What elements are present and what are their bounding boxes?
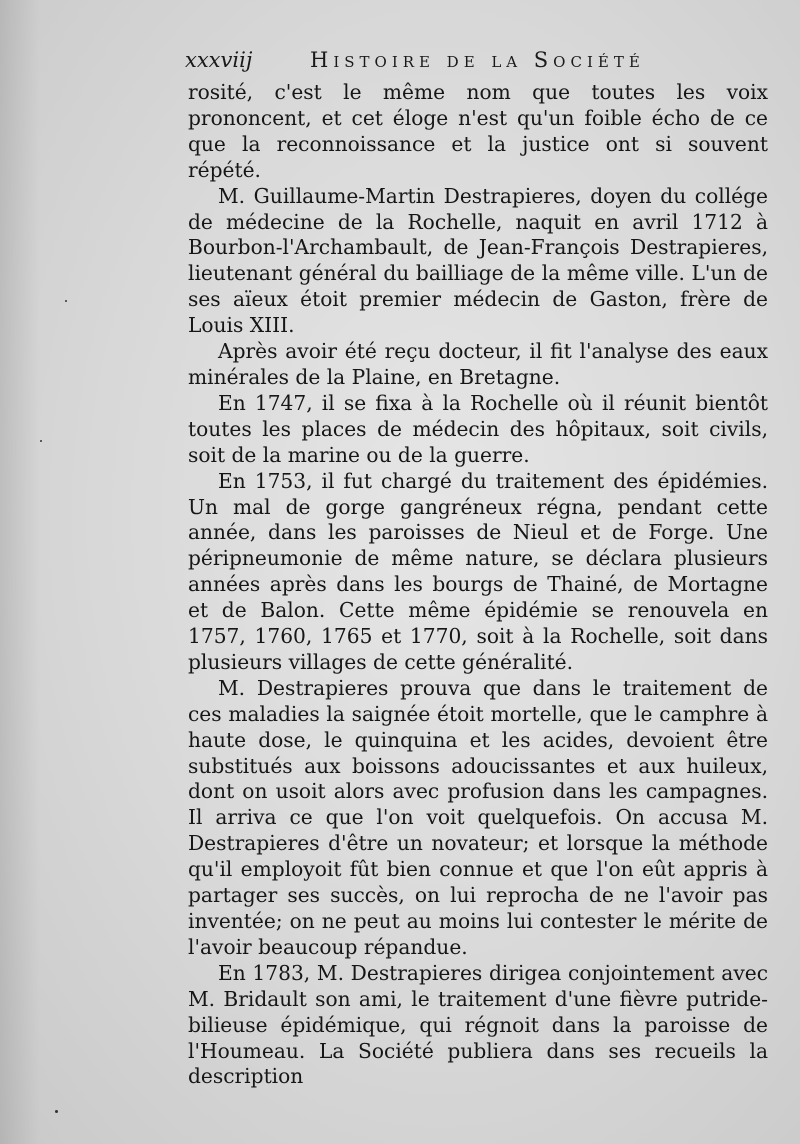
paper-speck <box>55 1110 58 1113</box>
body-text <box>188 80 768 1090</box>
paper-speck <box>40 440 42 442</box>
running-title: Histoire de la Société <box>310 48 645 72</box>
paragraph: En 1753, il fut chargé du traitement des épidémies. Un mal de gorge gangréneux régna, pendant cette année, dans les paroisses de Nieul et de Forge. Une péripneumonie de même nature, se déclara plusieurs années après dans les bourgs de Thainé, de Mortagne et de Balon. Cette même épidémie se renouvela en 1757, 1760, 1765 et 1770, soit à la Rochelle, soit dans plusieurs villages de cette généralité. <box>188 468 768 674</box>
paragraph: M. Destrapieres prouva que dans le traitement de ces maladies la saignée étoit mortelle, que le camphre à haute dose, le quinquina et les acides, devoient être substitués aux boissons adoucissantes et aux huileux, dont on usoit alors avec profusion dans les campagnes. Il arriva ce que l'on voit quelquefois. On accusa M. Destrapieres d'être un novateur; et lorsque la méthode qu'il employoit fût bien connue et que l'on eût appris à partager ses succès, on lui reprocha de ne l'avoir pas inventée; on ne peut au moins lui contester le mérite de l'avoir beaucoup répandue. <box>188 675 768 959</box>
page-edge-shadow <box>0 0 40 1144</box>
paragraph-continuation: rosité, c'est le même nom que toutes les voix prononcent, et cet éloge n'est qu'un foible écho de ce que la reconnoissance et la justice ont si souvent répété. <box>188 80 768 182</box>
paragraph: M. Guillaume-Martin Destrapieres, doyen du collége de médecine de la Rochelle, naquit en avril 1712 à Bourbon-l'Archambault, de Jean-François Destrapieres, lieutenant général du bailliage de la même ville. L'un de ses aïeux étoit premier médecin de Gaston, frère de Louis XIII. <box>188 183 768 338</box>
paragraph: En 1783, M. Destrapieres dirigea conjointement avec M. Bridault son ami, le traitement d'une fièvre putride-bilieuse épidémique, qui régnoit dans la paroisse de l'Houmeau. La Société publiera dans ses recueils la description <box>188 960 768 1089</box>
page-header <box>185 48 765 76</box>
paper-speck <box>65 300 67 302</box>
paragraph: Après avoir été reçu docteur, il fit l'analyse des eaux minérales de la Plaine, en Bretagne. <box>188 339 768 389</box>
page-number: xxxviij <box>185 48 253 72</box>
paragraph: En 1747, il se fixa à la Rochelle où il réunit bientôt toutes les places de médecin des hôpitaux, soit civils, soit de la marine ou de la guerre. <box>188 390 768 467</box>
